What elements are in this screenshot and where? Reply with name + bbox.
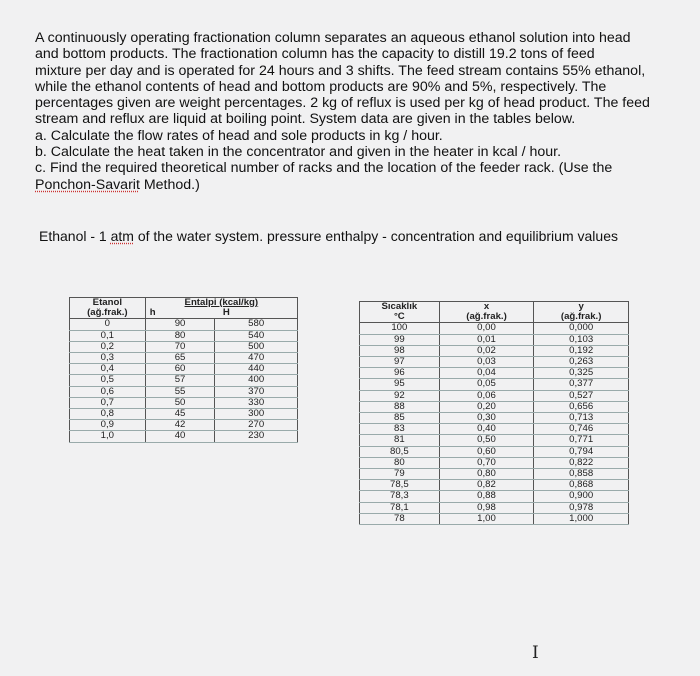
table-row xyxy=(70,386,298,397)
table-cell: 0,30 xyxy=(439,413,534,424)
table-cell: 55 xyxy=(145,386,215,397)
table-cell: 70 xyxy=(145,341,215,352)
table-cell: 0,3 xyxy=(70,353,146,364)
table-cell: 330 xyxy=(215,397,298,408)
table-row xyxy=(360,446,629,457)
table-cell: 0,192 xyxy=(534,345,629,356)
table-cell: 42 xyxy=(145,420,215,431)
table-cell: 0,40 xyxy=(439,424,534,435)
table-row xyxy=(360,469,629,480)
col-header: °C xyxy=(360,312,440,323)
table-cell: 97 xyxy=(360,357,440,368)
table-row xyxy=(360,457,629,468)
table-row xyxy=(360,491,629,502)
table-row xyxy=(70,341,298,352)
col-header: y xyxy=(534,302,629,313)
table-cell: 0,263 xyxy=(534,357,629,368)
table-cell: 0,88 xyxy=(439,491,534,502)
table-cell: 0,527 xyxy=(534,390,629,401)
table-cell: 370 xyxy=(215,386,298,397)
col-header: Etanol xyxy=(92,297,122,308)
problem-line: and bottom products. The fractionation column has the capacity to distill 19.2 tons of feed xyxy=(35,46,595,63)
table-row xyxy=(360,424,629,435)
table-cell: 81 xyxy=(360,435,440,446)
table-cell: 78,5 xyxy=(360,480,440,491)
table-cell: 580 xyxy=(215,319,298,330)
table-row xyxy=(70,330,298,341)
table-row xyxy=(70,319,298,330)
table-cell: 300 xyxy=(215,409,298,420)
col-header: Entalpi (kcal/kg) xyxy=(145,298,297,309)
table-cell: 0,98 xyxy=(439,502,534,513)
table-row xyxy=(360,435,629,446)
table-cell: 78,3 xyxy=(360,491,440,502)
table-cell: 0,868 xyxy=(534,480,629,491)
table-cell: 96 xyxy=(360,368,440,379)
col-header: (ağ.frak.) xyxy=(534,312,629,323)
table-cell: 90 xyxy=(145,319,215,330)
table-cell: 0,70 xyxy=(439,457,534,468)
table-cell: 65 xyxy=(145,353,215,364)
table-cell: 0,858 xyxy=(534,469,629,480)
problem-line: A continuously operating fractionation column separates an aqueous ethanol solution into head xyxy=(35,30,631,46)
col-header: (ağ.frak.) xyxy=(70,308,146,319)
table-cell: 0,05 xyxy=(439,379,534,390)
table-cell: 0,900 xyxy=(534,491,629,502)
table-row xyxy=(360,480,629,491)
table-cell: 0,02 xyxy=(439,345,534,356)
table-row xyxy=(360,357,629,368)
table-cell: 0,377 xyxy=(534,379,629,390)
table-cell: 0,794 xyxy=(534,446,629,457)
col-header: h xyxy=(145,308,215,319)
table-cell: 92 xyxy=(360,390,440,401)
problem-line: c. Find the required theoretical number of racks and the location of the feeder rack. (Use the xyxy=(35,160,613,177)
col-header: Sıcaklık xyxy=(381,301,418,312)
table-cell: 0,5 xyxy=(70,375,146,386)
problem-line: stream and reflux are liquid at boiling point. System data are given in the tables below. xyxy=(35,111,576,128)
table-cell: 80,5 xyxy=(360,446,440,457)
caption-unit: atm xyxy=(110,228,134,244)
table-cell: 0,9 xyxy=(70,420,146,431)
problem-line: mixture per day and is operated for 24 hours and 3 shifts. The feed stream contains 55% ethanol, xyxy=(35,62,646,79)
table-cell: 470 xyxy=(215,353,298,364)
table-cell: 95 xyxy=(360,379,440,390)
col-header: H xyxy=(215,308,298,319)
table-cell: 0,60 xyxy=(439,446,534,457)
table-cell: 0,000 xyxy=(534,323,629,334)
table-cell: 230 xyxy=(215,431,298,442)
table-cell: 0,713 xyxy=(534,413,629,424)
table-row xyxy=(70,409,298,420)
table-cell: 1,0 xyxy=(70,431,146,442)
table-row xyxy=(360,390,629,401)
table-cell: 0,746 xyxy=(534,424,629,435)
problem-line xyxy=(35,177,675,193)
table-row xyxy=(360,379,629,390)
method-name: Ponchon-Savarit xyxy=(35,176,140,193)
table-cell: 40 xyxy=(145,431,215,442)
problem-line: percentages given are weight percentages. 2 kg of reflux is used per kg of head product. The feed xyxy=(35,95,650,112)
table-caption xyxy=(39,228,659,244)
table-cell: 79 xyxy=(360,469,440,480)
table-cell: 0,656 xyxy=(534,401,629,412)
table-cell: 540 xyxy=(215,330,298,341)
table-row xyxy=(360,413,629,424)
text-cursor-icon: I xyxy=(532,643,539,663)
table-cell: 45 xyxy=(145,409,215,420)
table-cell: 0,6 xyxy=(70,386,146,397)
problem-line: a. Calculate the flow rates of head and sole products in kg / hour. xyxy=(35,127,443,144)
table-cell: 80 xyxy=(145,330,215,341)
table-cell: 270 xyxy=(215,420,298,431)
table-row xyxy=(360,323,629,334)
table-cell: 0,2 xyxy=(70,341,146,352)
table-cell: 0,01 xyxy=(439,334,534,345)
table-cell: 0,822 xyxy=(534,457,629,468)
table-cell: 0,325 xyxy=(534,368,629,379)
table-cell: 0,8 xyxy=(70,409,146,420)
table-cell: 0,4 xyxy=(70,364,146,375)
table-cell: 0,50 xyxy=(439,435,534,446)
table-cell: 83 xyxy=(360,424,440,435)
table-cell: 60 xyxy=(145,364,215,375)
table-cell: 0,1 xyxy=(70,330,146,341)
table-cell: 1,00 xyxy=(439,513,534,524)
table-cell: 400 xyxy=(215,375,298,386)
table-row xyxy=(70,431,298,442)
table-cell: 0,7 xyxy=(70,397,146,408)
method-suffix: Method.) xyxy=(139,176,200,193)
table-cell: 0,06 xyxy=(439,390,534,401)
table-cell: 0,00 xyxy=(439,323,534,334)
table-row xyxy=(70,397,298,408)
table-cell: 100 xyxy=(360,323,440,334)
table-cell: 85 xyxy=(360,413,440,424)
table-row xyxy=(360,513,629,524)
problem-line: b. Calculate the heat taken in the concentrator and given in the heater in kcal / hour. xyxy=(35,144,562,161)
table-row xyxy=(70,353,298,364)
table-cell: 50 xyxy=(145,397,215,408)
table-cell: 1,000 xyxy=(534,513,629,524)
caption-suffix: of the water system. pressure enthalpy - concentration and equilibrium values xyxy=(133,228,618,244)
table-cell: 500 xyxy=(215,341,298,352)
table-cell: 98 xyxy=(360,345,440,356)
table-cell: 80 xyxy=(360,457,440,468)
table-cell: 57 xyxy=(145,375,215,386)
table-row xyxy=(360,334,629,345)
enthalpy-table xyxy=(69,297,298,443)
table-row xyxy=(70,375,298,386)
table-cell: 0,82 xyxy=(439,480,534,491)
col-header: (ağ.frak.) xyxy=(439,312,534,323)
problem-statement xyxy=(35,30,675,193)
table-row xyxy=(360,502,629,513)
table-cell: 88 xyxy=(360,401,440,412)
table-cell: 0 xyxy=(70,319,146,330)
table-cell: 0,978 xyxy=(534,502,629,513)
table-cell: 78,1 xyxy=(360,502,440,513)
equilibrium-table xyxy=(359,301,629,525)
table-cell: 78 xyxy=(360,513,440,524)
problem-line: while the ethanol contents of head and bottom products are 90% and 5%, respectively. The xyxy=(35,78,607,95)
table-row xyxy=(360,368,629,379)
table-row xyxy=(360,345,629,356)
table-cell: 0,80 xyxy=(439,469,534,480)
table-cell: 0,20 xyxy=(439,401,534,412)
table-cell: 0,04 xyxy=(439,368,534,379)
table-cell: 99 xyxy=(360,334,440,345)
table-row xyxy=(70,364,298,375)
col-header: x xyxy=(439,302,534,313)
table-row xyxy=(360,401,629,412)
table-cell: 440 xyxy=(215,364,298,375)
table-row xyxy=(70,420,298,431)
caption-prefix: Ethanol - 1 xyxy=(39,228,111,244)
table-cell: 0,103 xyxy=(534,334,629,345)
table-cell: 0,771 xyxy=(534,435,629,446)
table-cell: 0,03 xyxy=(439,357,534,368)
